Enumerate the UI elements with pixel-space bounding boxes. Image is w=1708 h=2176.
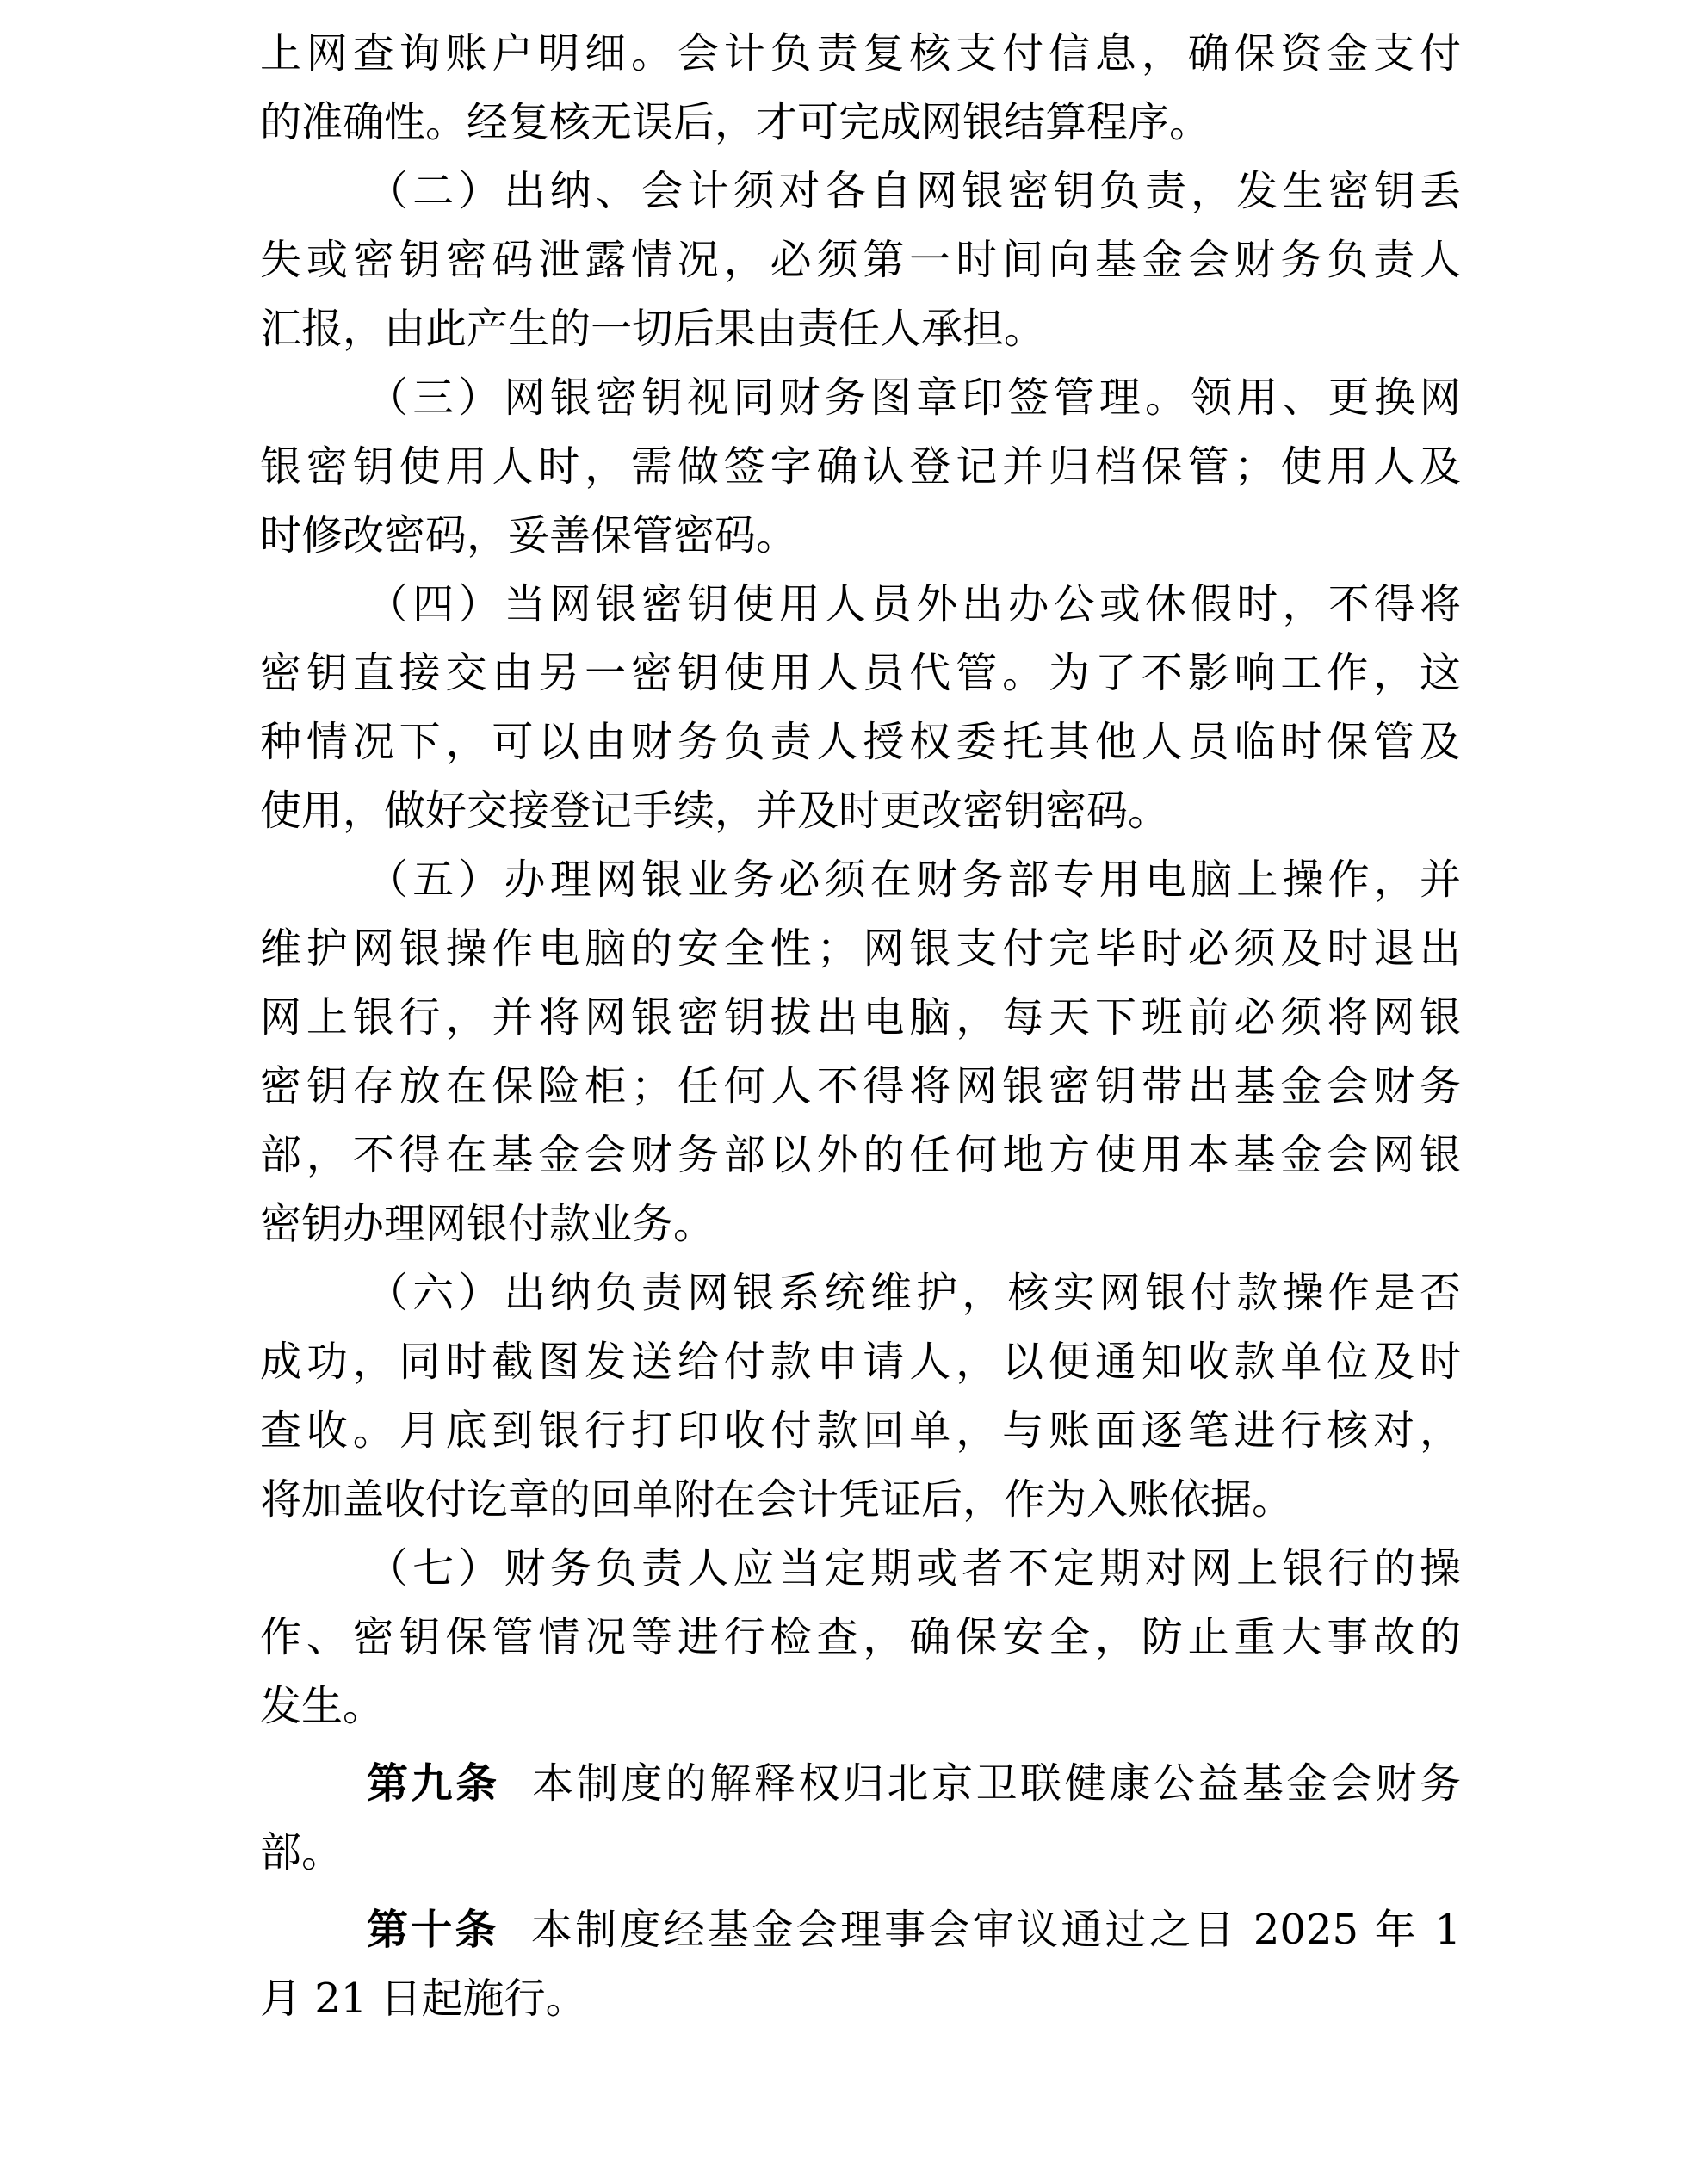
paragraph-item-6 xyxy=(260,1258,1461,1534)
paragraph-item-2 xyxy=(260,157,1461,363)
text-line: （四）当网银密钥使用人员外出办公或休假时，不得将 xyxy=(367,580,1461,628)
paragraph-item-5 xyxy=(260,845,1461,1258)
text-line: 失或密钥密码泄露情况，必须第一时间向基金会财务负责人 xyxy=(260,236,1461,284)
text-line: 汇报，由此产生的一切后果由责任人承担。 xyxy=(260,305,1046,353)
text-line xyxy=(260,1895,1461,1964)
text-line: 银密钥使用人时，需做签字确认登记并归档保管；使用人及 xyxy=(260,442,1461,491)
paragraph-item-4 xyxy=(260,570,1461,845)
text-line: 部，不得在基金会财务部以外的任何地方使用本基金会网银 xyxy=(260,1131,1461,1179)
text-line: 维护网银操作电脑的安全性；网银支付完毕时必须及时退出 xyxy=(260,924,1461,973)
text-line: 密钥直接交由另一密钥使用人员代管。为了不影响工作，这 xyxy=(260,649,1461,697)
text-line: 的准确性。经复核无误后，才可完成网银结算程序。 xyxy=(260,98,1211,146)
text-line: （六）出纳负责网银系统维护，核实网银付款操作是否 xyxy=(367,1269,1461,1317)
text-line: 上网查询账户明细。会计负责复核支付信息，确保资金支付 xyxy=(260,29,1461,77)
text-line: 使用，做好交接登记手续，并及时更改密钥密码。 xyxy=(260,787,1170,835)
text-line: 成功，同时截图发送给付款申请人，以便通知收款单位及时 xyxy=(260,1338,1461,1386)
text-line: （二）出纳、会计须对各自网银密钥负责，发生密钥丢 xyxy=(367,167,1461,215)
text-line: 发生。 xyxy=(260,1682,385,1730)
text-line: 月 21 日起施行。 xyxy=(260,1975,587,2023)
paragraph-item-3 xyxy=(260,363,1461,570)
text-line: 将加盖收付讫章的回单附在会计凭证后，作为入账依据。 xyxy=(260,1475,1294,1524)
article-heading: 第十条 xyxy=(367,1906,499,1954)
text-line: 种情况下，可以由财务负责人授权委托其他人员临时保管及 xyxy=(260,718,1461,766)
paragraph-item-7 xyxy=(260,1534,1461,1740)
article-9 xyxy=(260,1749,1461,1887)
paragraph-payment-review xyxy=(260,19,1461,157)
article-10 xyxy=(260,1895,1461,2033)
text-line: 部。 xyxy=(260,1828,343,1876)
document-page xyxy=(260,19,1461,2033)
article-text: 本制度经基金会理事会审议通过之日 2025 年 1 xyxy=(530,1906,1461,1954)
text-line: 时修改密码，妥善保管密码。 xyxy=(260,511,798,559)
text-line: 作、密钥保管情况等进行检查，确保安全，防止重大事故的 xyxy=(260,1613,1461,1661)
text-line: 密钥办理网银付款业务。 xyxy=(260,1200,715,1248)
article-heading: 第九条 xyxy=(367,1759,500,1808)
text-line: （五）办理网银业务必须在财务部专用电脑上操作，并 xyxy=(367,856,1461,904)
text-line: （七）财务负责人应当定期或者不定期对网上银行的操 xyxy=(367,1544,1461,1592)
text-line: （三）网银密钥视同财务图章印签管理。领用、更换网 xyxy=(367,374,1461,422)
text-line: 网上银行，并将网银密钥拔出电脑，每天下班前必须将网银 xyxy=(260,993,1461,1042)
text-line: 密钥存放在保险柜；任何人不得将网银密钥带出基金会财务 xyxy=(260,1062,1461,1110)
text-line: 查收。月底到银行打印收付款回单，与账面逐笔进行核对， xyxy=(260,1406,1461,1455)
text-line xyxy=(260,1749,1461,1818)
article-text: 本制度的解释权归北京卫联健康公益基金会财务 xyxy=(532,1759,1461,1808)
